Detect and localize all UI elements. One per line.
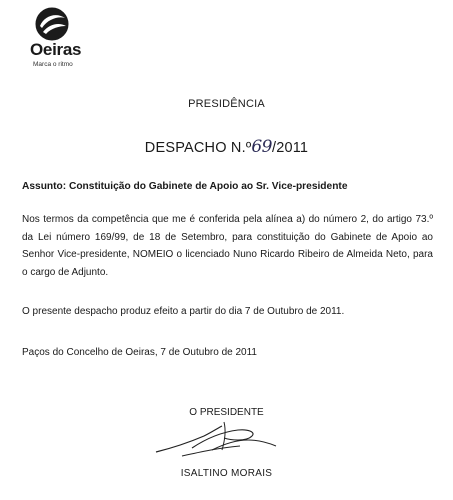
body-paragraph-appointment: Nos termos da competência que me é conferida pela alínea a) do número 2, do artigo 73.º da Lei número 169/99, de 18 de Setembro, para constituição do Gabinete de Apoio ao Senhor Vice-presidente, NOMEIO o licenciado Nuno Ricardo Ribeiro de Almeida Neto, para o cargo de Adjunto. [22,214,433,278]
despacho-title [0,137,453,157]
subject-line: Assunto: Constituição do Gabinete de Apoio ao Sr. Vice-presidente [22,181,348,192]
despacho-number: 69 [251,137,272,157]
logo-tagline: Marca o ritmo [33,61,73,68]
signature-title: O PRESIDENTE [189,407,264,418]
department-heading: PRESIDÊNCIA [188,98,265,110]
handwritten-signature [152,418,282,462]
despacho-prefix: DESPACHO N.º [144,140,252,156]
oeiras-logo [30,6,86,72]
logo-name: Oeiras [30,40,82,59]
oeiras-logo-mark-icon [34,6,70,42]
signatory-name: ISALTINO MORAIS [180,468,273,479]
despacho-year: /2011 [271,140,309,156]
body-paragraph-effective-date: O presente despacho produz efeito a partir do dia 7 de Outubro de 2011. [22,306,345,317]
place-and-date: Paços do Concelho de Oeiras, 7 de Outubro de 2011 [22,347,257,358]
